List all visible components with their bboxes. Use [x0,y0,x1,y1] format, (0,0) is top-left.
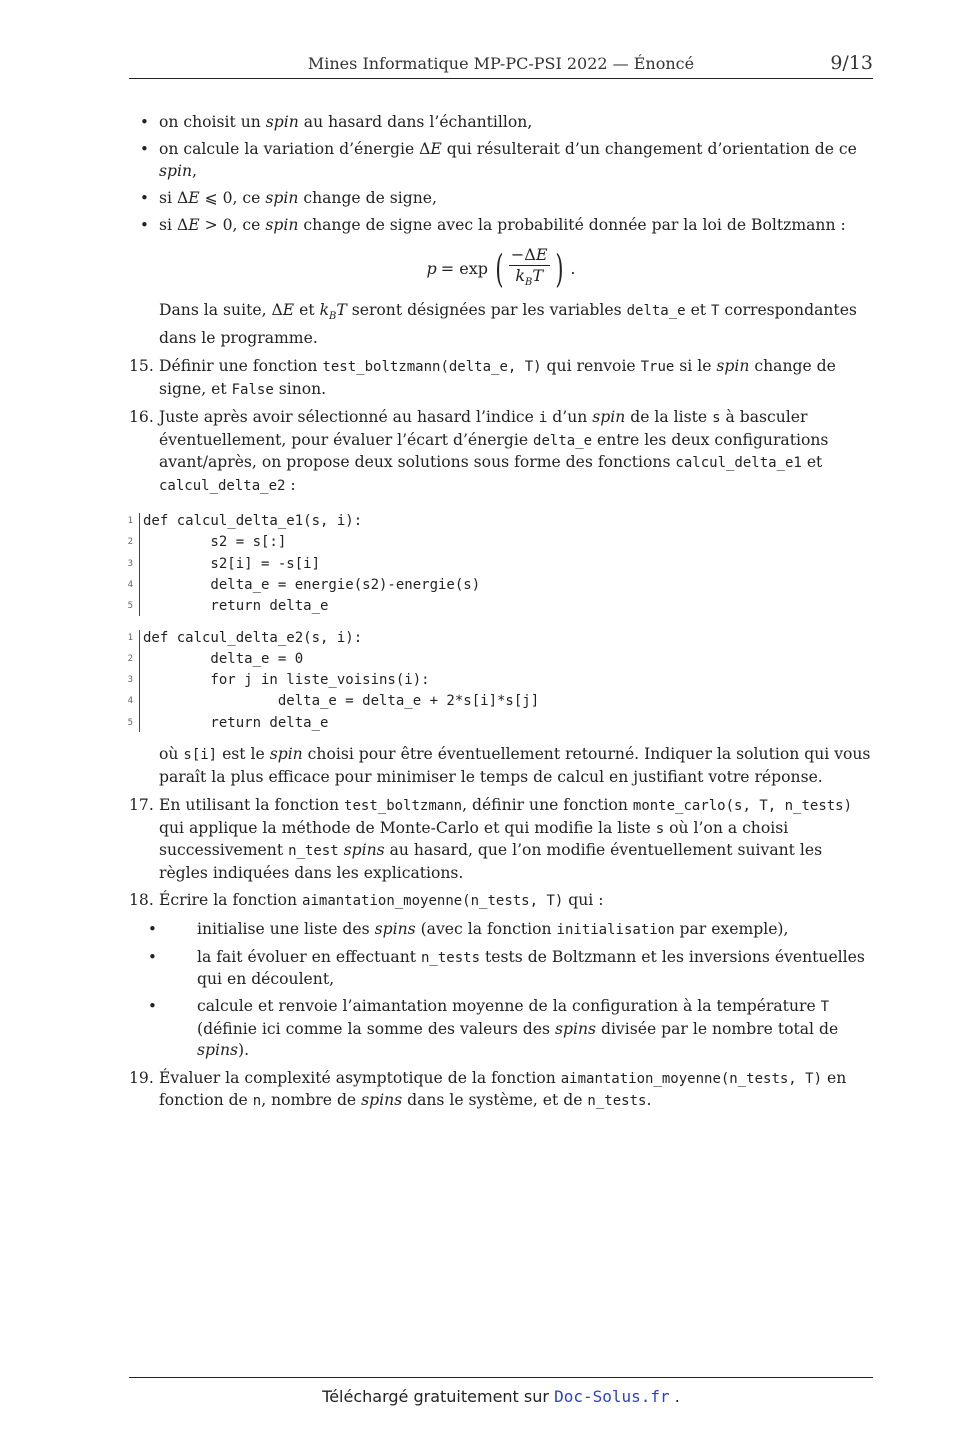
boltzmann-formula: p = exp ( $\frac{-\Delta E}{k_BT}$ ) . [426,245,576,292]
question-19: 19. Évaluer la complexité asymptotique de la fonction aimantation_moyenne(n_tests, T) en fonction de n, nombre de spins dans le système, et de n_tests. [129,1068,847,1110]
question-number: 17. [129,796,154,815]
question-15: 15. Définir une fonction test_boltzmann(delta_e, T) qui renvoie True si le spin change de signe, et False sinon. [129,357,836,398]
question-16: 16. Juste après avoir sélectionné au hasard l’indice i d’un spin de la liste s à basculer éventuellement, pour évaluer l’écart d’énergie delta_e entre les deux configurations avant/après, on propose deux solutions sous forme des fonctions calcul_delta_e1 et calcul_delta_e2 : [129,408,829,494]
code-line: 4 delta_e = delta_e + 2*s[i]*s[j] [127,693,540,710]
sub-list [129,919,873,1062]
fraction: $\frac{-\Delta E}{k_BT}$ [510,245,548,289]
question-list [129,356,873,497]
list-item: • calcule et renvoie l’aimantation moyenne de la configuration à la température T (définie ici comme la somme des valeurs des spins divisée par le nombre total de spins). [129,996,873,1062]
list-item: • si ΔE ⩽ 0, ce spin change de signe, [129,188,873,210]
list-item: • on choisit un spin au hasard dans l’échantillon, [129,112,873,134]
code-line: 1 def calcul_delta_e2(s, i): [127,629,363,646]
paragraph: où s[i] est le spin choisi pour être éventuellement retourné. Indiquer la solution qui vous paraît la plus efficace pour minimiser le temps de calcul en justifiant votre réponse. [159,745,871,786]
question-18: 18. Écrire la fonction aimantation_moyenne(n_tests, T) qui : • initialise une liste des spins (avec la fonction initialisation par exemple), • la fait évoluer en effectuant n_tests tests de Boltzmann et les inversions éventuelles qui en découlent, • calcule et renvoie l’aimantation moyenne de la configuration à la température T (définie ici comme la somme des valeurs des spins divisée par le nombre total de spins). [129,890,873,1062]
page-header [129,52,873,79]
footer-text: Téléchargé gratuitement sur Doc-Solus.fr . [322,1387,680,1406]
question-list [129,795,873,1113]
doc-solus-link[interactable]: Doc-Solus.fr [554,1387,670,1406]
code-block-delta-e2 [117,628,873,734]
page-content [129,112,873,1119]
code-line: 5 return delta_e [127,714,329,731]
question-number: 15. [129,357,154,376]
page-footer [129,1377,873,1406]
question-number: 18. [129,891,154,910]
left-paren: ( [495,247,504,292]
list-item: • la fait évoluer en effectuant n_tests tests de Boltzmann et les inversions éventuelles qui en découlent, [129,947,873,991]
question-17: 17. En utilisant la fonction test_boltzmann, définir une fonction monte_carlo(s, T, n_tests) qui applique la méthode de Monte-Carlo et qui modifie la liste s où l’on a choisi successivement n_test spins au hasard, que l’on modifie éventuellement suivant les règles indiquées dans les explications. [129,796,853,882]
header-title: Mines Informatique MP-PC-PSI 2022 — Énoncé [307,54,695,73]
algorithm-steps-list [129,112,873,236]
code-line: 5 return delta_e [127,598,329,615]
right-paren: ) [554,247,564,292]
list-item: • on calcule la variation d’énergie ΔE qui résulterait d’un changement d’orientation de ce spin, [129,139,873,182]
list-item: • si ΔE > 0, ce spin change de signe avec la probabilité donnée par la loi de Boltzmann : [129,215,873,237]
code-line: 3 s2[i] = -s[i] [127,555,321,572]
code-block-delta-e1 [117,511,873,617]
code-line: 4 delta_e = energie(s2)-energie(s) [127,577,481,593]
paragraph: Dans la suite, ΔE et $k_BT$ seront désignées par les variables delta_e et T correspondantes dans le programme. [159,301,857,347]
list-item: • initialise une liste des spins (avec la fonction initialisation par exemple), [129,919,873,942]
code-line: 1 def calcul_delta_e1(s, i): [127,513,363,530]
question-number: 16. [129,408,154,427]
page-number: 9/13 [830,52,873,74]
code-line: 2 s2 = s[:] [127,534,287,551]
question-number: 19. [129,1068,154,1087]
code-line: 3 for j in liste_voisins(i): [127,672,430,689]
code-line: 2 delta_e = 0 [127,650,304,667]
